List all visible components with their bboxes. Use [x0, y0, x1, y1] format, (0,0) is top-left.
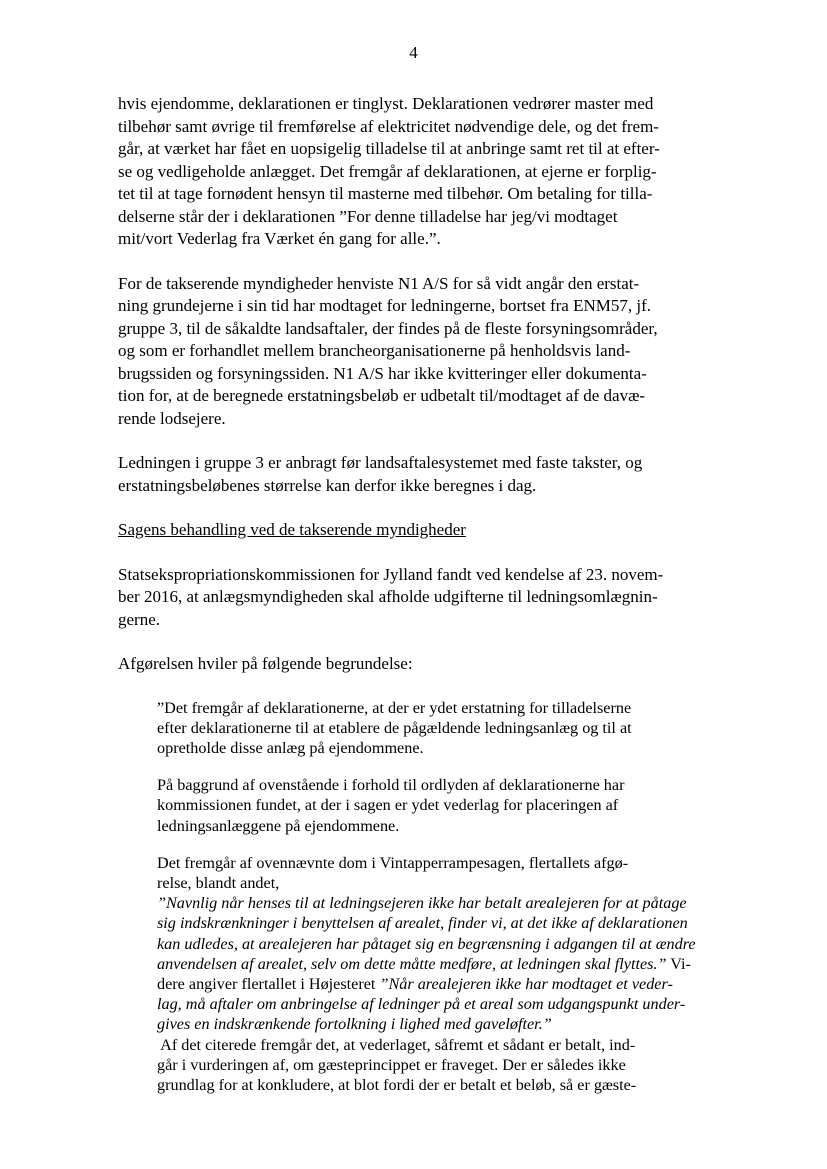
quote-paragraph [157, 698, 710, 759]
text-line: På baggrund af ovenstående i forhold til ordlyden af deklarationerne har [157, 776, 625, 795]
text-line: efter deklarationerne til at etablere de pågældende ledningsanlæg og til at [157, 718, 632, 737]
quote-paragraph-citation [157, 853, 710, 1095]
text-line: Statsekspropriationskommissionen for Jylland fandt ved kendelse af 23. novem- [118, 564, 664, 584]
text-line: delserne står der i deklarationen ”For denne tilladelse har jeg/vi modtaget [118, 206, 618, 226]
text-line: Af det citerede fremgår det, at vederlaget, såfremt et sådant er betalt, ind- [157, 1035, 636, 1054]
section-heading: Sagens behandling ved de takserende myndigheder [118, 520, 466, 539]
italic-citation-line: sig indskrænkninger i benyttelsen af arealet, finder vi, at det ikke af deklarationen [157, 914, 688, 933]
paragraph-begrundelse-intro [118, 653, 710, 676]
paragraph-gruppe-3 [118, 452, 710, 497]
text-line: mit/vort Vederlag fra Værket én gang for alle.”. [118, 229, 441, 248]
text-line: går, at værket har fået en uopsigelig tilladelse til at anbringe samt ret til at efter- [118, 139, 660, 158]
mixed-line [157, 974, 710, 994]
text-line: gerne. [118, 609, 161, 629]
text-line: ledningsanlæggene på ejendommene. [157, 816, 400, 835]
text-line: ”Det fremgår af deklarationerne, at der er ydet erstatning for tilladelserne [157, 698, 632, 717]
page-number: 4 [409, 43, 418, 62]
text-line: grundlag for at konkludere, at blot fordi der er betalt et beløb, så er gæste- [157, 1075, 637, 1094]
text-line: hvis ejendomme, deklarationen er tinglyst. Deklarationen vedrører master med [118, 94, 654, 113]
text-line: ber 2016, at anlægsmyndigheden skal afholde udgifterne til ledningsomlægnin- [118, 587, 658, 606]
text-line: og som er forhandlet mellem brancheorganisationerne på henholdsvis land- [118, 341, 631, 360]
block-quote [157, 698, 710, 1096]
text-segment: Vi- [666, 954, 691, 973]
italic-citation-segment: ”Når arealejeren ikke har modtaget et veder- [379, 974, 673, 993]
document-body [118, 93, 710, 1112]
text-segment: dere angiver flertallet i Højesteret [157, 974, 380, 993]
text-line: relse, blandt andet, [157, 873, 280, 892]
italic-citation-line: ”Navnlig når henses til at ledningsejeren ikke har betalt arealejeren for at påtage [157, 894, 687, 913]
quote-paragraph [157, 775, 710, 836]
text-line: kommissionen fundet, at der i sagen er ydet vederlag for placeringen af [157, 796, 619, 815]
italic-citation-line: kan udledes, at arealejeren har påtaget sig en begrænsning i adgangen til at ændre [157, 934, 696, 953]
text-line: opretholde disse anlæg på ejendommene. [157, 738, 424, 757]
text-line: tilbehør samt øvrige til fremførelse af elektricitet nødvendige dele, og det frem- [118, 116, 659, 136]
text-line: går i vurderingen af, om gæsteprincippet er fraveget. Der er således ikke [157, 1055, 626, 1074]
text-line: Det fremgår af ovennævnte dom i Vintapperrampesagen, flertallets afgø- [157, 853, 629, 872]
text-line: tet til at tage fornødent hensyn til masterne med tilbehør. Om betaling for tilla- [118, 184, 653, 203]
text-line: brugssiden og forsyningssiden. N1 A/S har ikke kvitteringer eller dokumenta- [118, 363, 647, 383]
paragraph-kendelse [118, 564, 710, 632]
text-line: Afgørelsen hviler på følgende begrundelse: [118, 654, 413, 673]
text-line: Ledningen i gruppe 3 er anbragt før landsaftalesystemet med faste takster, og [118, 453, 643, 472]
text-line: tion for, at de beregnede erstatningsbeløb er udbetalt til/modtaget af de davæ- [118, 386, 646, 405]
paragraph-declaration [118, 93, 710, 251]
italic-citation-line: gives en indskrænkende fortolkning i lighed med gaveløfter.” [157, 1015, 552, 1034]
mixed-line [157, 954, 710, 974]
text-line: rende lodsejere. [118, 408, 226, 428]
text-line: gruppe 3, til de såkaldte landsaftaler, der findes på de fleste forsyningsområder, [118, 318, 658, 338]
text-line: ning grundejerne i sin tid har modtaget for ledningerne, bortset fra ENM57, jf. [118, 296, 651, 315]
paragraph-landsaftaler [118, 273, 710, 431]
italic-citation-line: lag, må aftaler om anbringelse af ledninger på et areal som udgangspunkt under- [157, 995, 686, 1014]
italic-citation-segment: anvendelsen af arealet, selv om dette måtte medføre, at ledningen skal flyttes.” [157, 954, 667, 973]
text-line: se og vedligeholde anlægget. Det fremgår af deklarationen, at ejerne er forplig- [118, 161, 657, 181]
text-line: For de takserende myndigheder henviste N1 A/S for så vidt angår den erstat- [118, 273, 640, 293]
text-line: erstatningsbeløbenes størrelse kan derfor ikke beregnes i dag. [118, 475, 537, 495]
